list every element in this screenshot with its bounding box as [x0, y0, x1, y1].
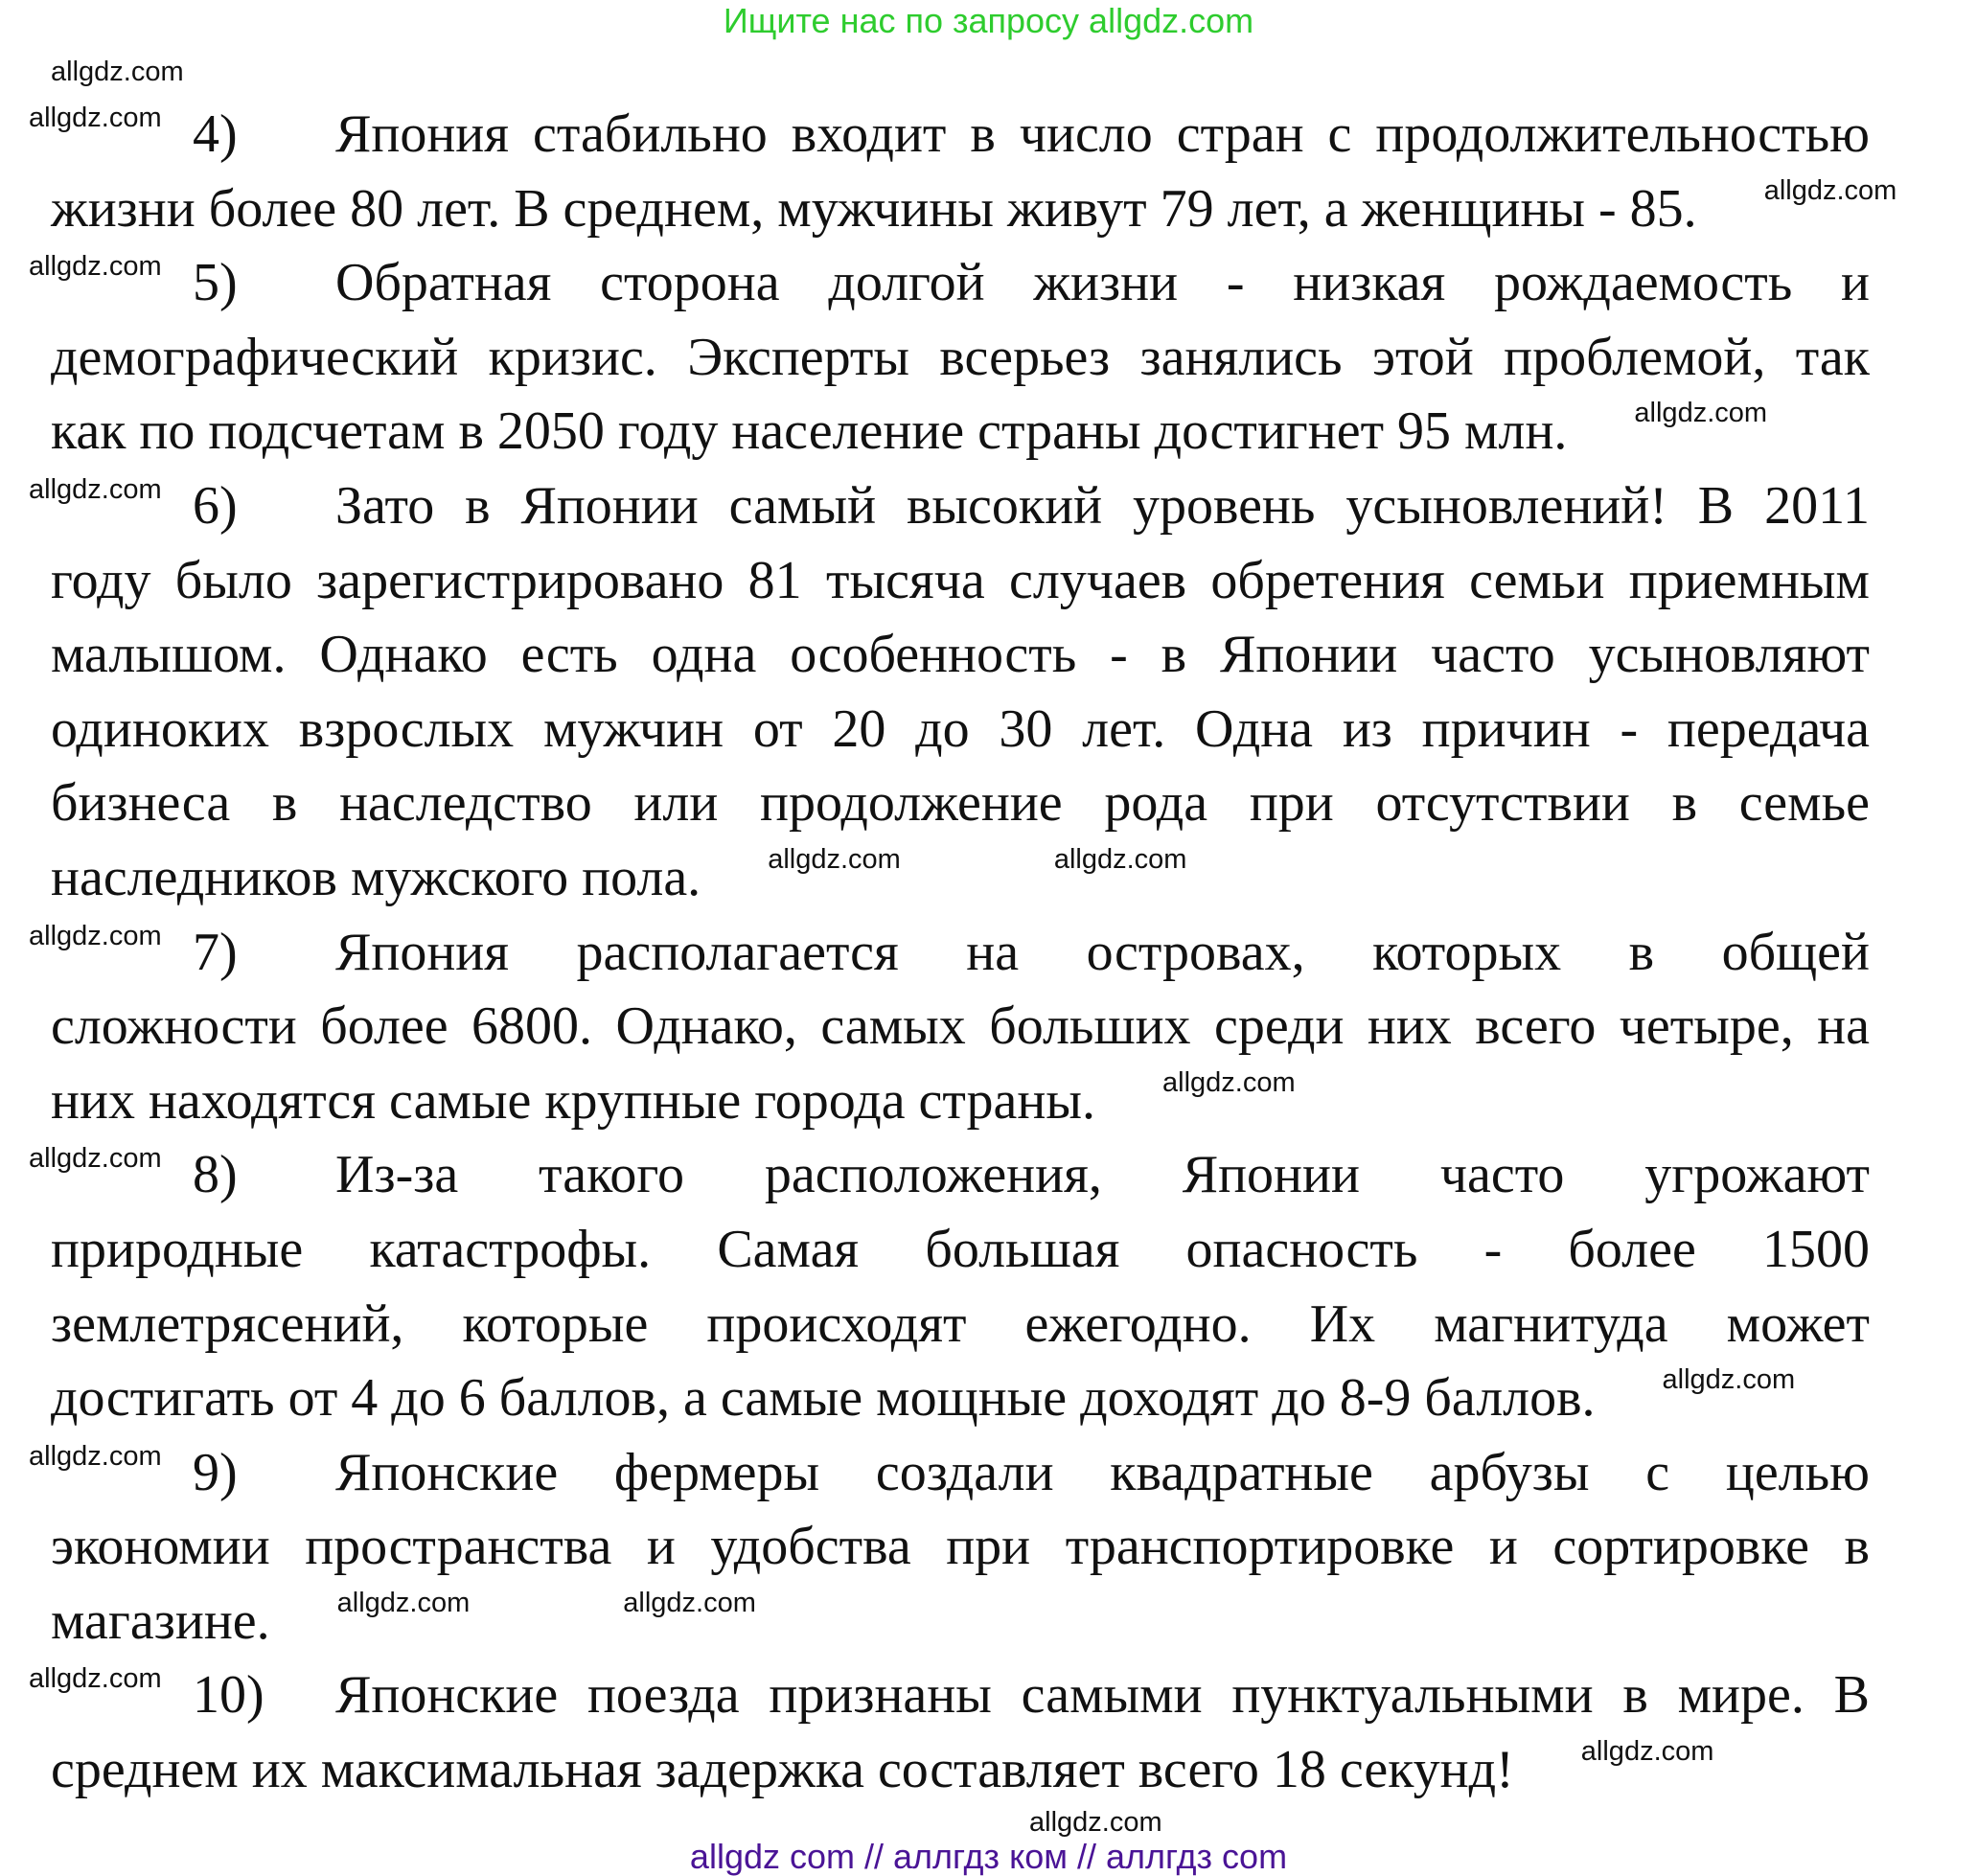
text-line	[29, 469, 1870, 544]
text-line	[29, 246, 1870, 321]
item-number: 10)	[193, 1665, 264, 1726]
line-text: году было зарегистрировано 81 тысяча случаев обретения семьи приемным	[51, 550, 1870, 610]
text-line	[51, 1288, 1870, 1362]
watermark: allgdz.com	[29, 103, 162, 133]
watermark: allgdz.com	[1662, 1364, 1796, 1396]
watermark: allgdz.com	[29, 1143, 162, 1175]
watermark: allgdz.com	[1162, 1066, 1296, 1098]
text-line	[51, 544, 1870, 619]
watermark: allgdz.com	[29, 473, 162, 505]
line-text: Японские фермеры создали квадратные арбузы с целью	[335, 1442, 1870, 1502]
text-line	[51, 1510, 1870, 1585]
watermark: allgdz.com	[29, 920, 162, 951]
line-text: них находятся самые крупные города страны.	[51, 1070, 1096, 1131]
line-text: магазине.	[51, 1590, 270, 1651]
item-number: 7)	[193, 922, 238, 982]
text-line	[51, 1064, 1296, 1139]
text-line	[51, 1213, 1870, 1288]
line-text: как по подсчетам в 2050 году население страны достигнет 95 млн.	[51, 401, 1568, 462]
line-text: экономии пространства и удобства при транспортировке и сортировке в	[51, 1517, 1870, 1577]
document-text	[29, 98, 1897, 1808]
line-text: наследников мужского пола.	[51, 847, 701, 907]
item-number: 8)	[193, 1145, 238, 1205]
text-line	[51, 395, 1767, 469]
item-number: 6)	[193, 475, 238, 536]
text-line	[51, 1733, 1713, 1808]
text-line	[51, 1585, 756, 1659]
line-text: бизнеса в наследство или продолжение рода при отсутствии в семье	[51, 773, 1870, 834]
text-line	[51, 1361, 1795, 1436]
watermark: allgdz.com	[1634, 398, 1768, 429]
text-line	[51, 841, 1186, 916]
watermark: allgdz.com	[1763, 174, 1897, 206]
watermark: allgdz.com	[29, 1440, 162, 1472]
text-line	[51, 172, 1897, 247]
line-text: Японские поезда признаны самыми пунктуальными в мире. В	[335, 1665, 1870, 1726]
footer-links: allgdz com // аллгдз ком // аллгдз com	[689, 1837, 1288, 1876]
line-text: природные катастрофы. Самая большая опасность - более 1500	[51, 1219, 1870, 1279]
line-text: жизни более 80 лет. В среднем, мужчины живут 79 лет, а женщины - 85.	[51, 178, 1697, 239]
line-text: одиноких взрослых мужчин от 20 до 30 лет. Одна из причин - передача	[51, 698, 1870, 759]
search-banner: Ищите нас по запросу allgdz.com	[723, 1, 1254, 40]
line-text: демографический кризис. Эксперты всерьез занялись этой проблемой, так	[51, 327, 1870, 387]
watermark: allgdz.com	[623, 1587, 756, 1618]
watermark: allgdz.com	[1029, 1807, 1162, 1838]
item-number: 5)	[193, 253, 238, 313]
text-line	[51, 766, 1870, 841]
text-line	[29, 916, 1870, 991]
text-line	[51, 990, 1870, 1064]
watermark: allgdz.com	[29, 251, 162, 283]
line-text: достигать от 4 до 6 баллов, а самые мощные доходят до 8-9 баллов.	[51, 1368, 1596, 1429]
watermark: allgdz.com	[768, 843, 901, 875]
watermark: allgdz.com	[336, 1587, 471, 1618]
watermark: allgdz.com	[1053, 843, 1187, 875]
text-line	[51, 618, 1870, 693]
line-text: Из-за такого расположения, Японии часто угрожают	[335, 1145, 1870, 1205]
item-number: 4)	[193, 104, 238, 164]
text-line	[29, 1659, 1870, 1733]
line-text: землетрясений, которые происходят ежегодно. Их магнитуда может	[51, 1293, 1870, 1354]
item-number: 9)	[193, 1442, 238, 1502]
text-line	[29, 98, 1870, 172]
text-line	[51, 693, 1870, 767]
watermark: allgdz.com	[51, 57, 184, 87]
line-text: Япония стабильно входит в число стран с продолжительностью	[335, 104, 1870, 164]
line-text: среднем их максимальная задержка составляет всего 18 секунд!	[51, 1740, 1514, 1800]
watermark: allgdz.com	[1580, 1736, 1714, 1768]
line-text: Япония располагается на островах, которых в общей	[335, 922, 1870, 982]
line-text: малышом. Однако есть одна особенность - в Японии часто усыновляют	[51, 625, 1870, 685]
text-line	[51, 321, 1870, 396]
text-line	[29, 1138, 1870, 1213]
line-text: Обратная сторона долгой жизни - низкая рождаемость и	[335, 253, 1870, 313]
line-text: сложности более 6800. Однако, самых больших среди них всего четыре, на	[51, 996, 1870, 1057]
line-text: Зато в Японии самый высокий уровень усыновлений! В 2011	[335, 475, 1870, 536]
text-line	[29, 1436, 1870, 1511]
watermark: allgdz.com	[29, 1663, 162, 1695]
